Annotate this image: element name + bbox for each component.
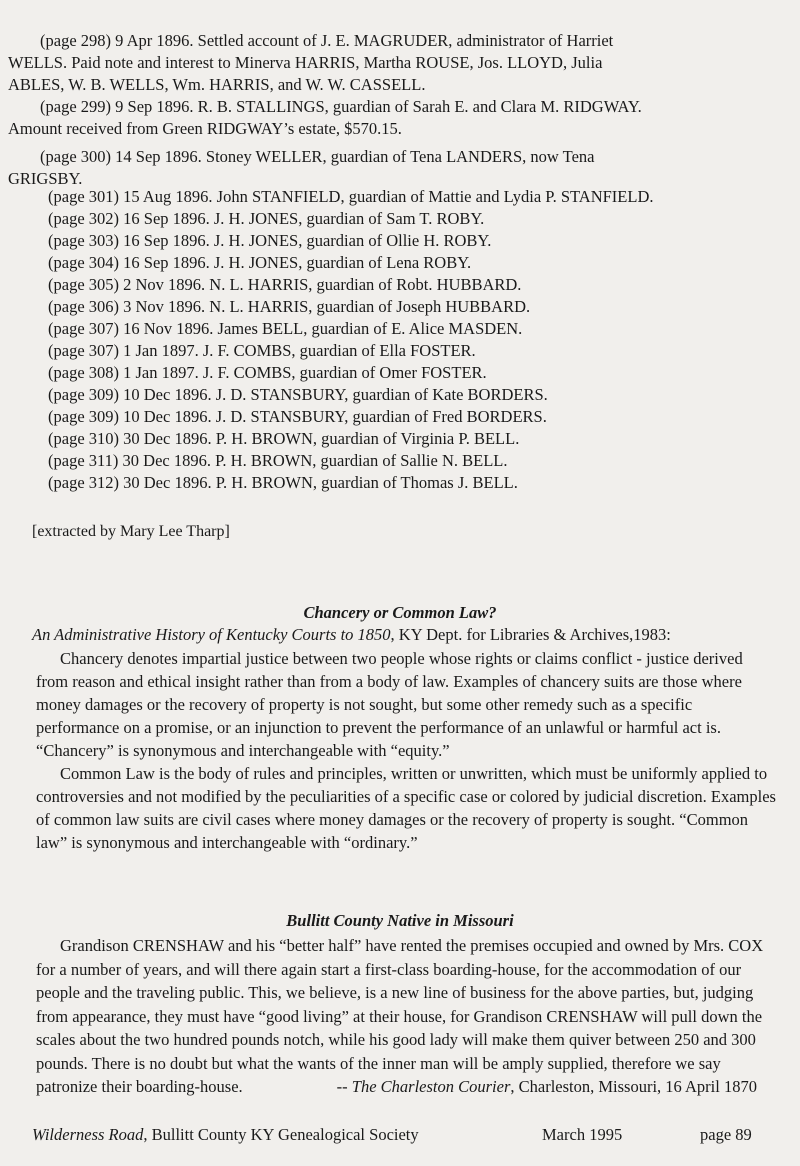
list-item: (page 311) 30 Dec 1896. P. H. BROWN, guardian of Sallie N. BELL. <box>48 451 508 470</box>
entry-page-299 <box>8 96 780 140</box>
guardian-list <box>48 186 768 494</box>
text-line: Amount received from Green RIDGWAY’s estate, $570.15. <box>8 119 402 138</box>
text-line: GRIGSBY. <box>8 169 83 188</box>
missouri-body <box>36 934 776 1099</box>
text-line: (page 298) 9 Apr 1896. Settled account of J. E. MAGRUDER, administrator of Harriet <box>40 31 614 50</box>
list-item: (page 310) 30 Dec 1896. P. H. BROWN, guardian of Virginia P. BELL. <box>48 429 520 448</box>
publisher-name: , Bullitt County KY Genealogical Society <box>143 1125 419 1144</box>
attribution <box>313 1075 757 1099</box>
publication-name: Wilderness Road <box>32 1125 144 1144</box>
list-item: (page 301) 15 Aug 1896. John STANFIELD, guardian of Mattie and Lydia P. STANFIELD. <box>48 187 654 206</box>
list-item: (page 304) 16 Sep 1896. J. H. JONES, guardian of Lena ROBY. <box>48 253 472 272</box>
chancery-title: Chancery or Common Law? <box>303 603 497 622</box>
common-law-paragraph: Common Law is the body of rules and principles, written or unwritten, which must be uniformly applied to controversies and not modified by the peculiarities of a specific case or colored by judicial discretion. Examples of common law suits are civil cases where money damages or the recovery of property is sought. “Common law” is synonymous and interchangeable with “ordinary.” <box>36 764 776 852</box>
chancery-paragraph: Chancery denotes impartial justice between two people whose rights or claims conflict - justice derived from reason and ethical insight rather than from a body of law. Examples of chancery suits are those where money damages or the recovery of property is not sought, but some other remedy such as a specific performance on a promise, or an injunction to prevent the performance of an unlawful or harmful act is. “Chancery” is synonymous and interchangeable with “equity.” <box>36 649 743 760</box>
attribution-paper: The Charleston Courier <box>351 1077 511 1096</box>
list-item: (page 307) 16 Nov 1896. James BELL, guardian of E. Alice MASDEN. <box>48 319 523 338</box>
chancery-body <box>36 647 776 854</box>
list-item: (page 309) 10 Dec 1896. J. D. STANSBURY, guardian of Kate BORDERS. <box>48 385 548 404</box>
list-item: (page 303) 16 Sep 1896. J. H. JONES, guardian of Ollie H. ROBY. <box>48 231 492 250</box>
list-item: (page 305) 2 Nov 1896. N. L. HARRIS, guardian of Robt. HUBBARD. <box>48 275 522 294</box>
paragraph-text: Grandison CRENSHAW and his “better half” have rented the premises occupied and owned by Mrs. COX for a number of years, and will there again start a first-class boarding-house, for the accommodation of our people and the traveling public. This, we believe, is a new line of business for the above parties, but, judging from appearance, they must have “good living” at their house, for Grandison CRENSHAW will pull down the scales about the two hundred pounds notch, while his good lady will make them quiver between 250 and 300 pounds. There is no doubt but what the wants of the inner man will be amply supplied, therefore we say patronize their boarding-house. <box>36 936 764 1096</box>
page-footer <box>32 1125 772 1145</box>
extracted-by-note: [extracted by Mary Lee Tharp] <box>32 523 230 540</box>
source-title: An Administrative History of Kentucky Courts to 1850 <box>32 625 391 644</box>
issue-date: March 1995 <box>542 1125 623 1144</box>
text-line: (page 299) 9 Sep 1896. R. B. STALLINGS, guardian of Sarah E. and Clara M. RIDGWAY. <box>40 97 642 116</box>
text-line: (page 300) 14 Sep 1896. Stoney WELLER, guardian of Tena LANDERS, now Tena <box>40 147 595 166</box>
page-number: page 89 <box>700 1125 752 1144</box>
text-line: ABLES, W. B. WELLS, Wm. HARRIS, and W. W. CASSELL. <box>8 75 426 94</box>
source-details: , KY Dept. for Libraries & Archives,1983: <box>390 625 671 644</box>
list-item: (page 312) 30 Dec 1896. P. H. BROWN, guardian of Thomas J. BELL. <box>48 473 518 492</box>
text-line: WELLS. Paid note and interest to Minerva HARRIS, Martha ROUSE, Jos. LLOYD, Julia <box>8 53 603 72</box>
list-item: (page 302) 16 Sep 1896. J. H. JONES, guardian of Sam T. ROBY. <box>48 209 485 228</box>
missouri-paragraph <box>36 934 776 1099</box>
list-item: (page 308) 1 Jan 1897. J. F. COMBS, guardian of Omer FOSTER. <box>48 363 487 382</box>
list-item: (page 309) 10 Dec 1896. J. D. STANSBURY, guardian of Fred BORDERS. <box>48 407 547 426</box>
missouri-title: Bullitt County Native in Missouri <box>286 911 514 930</box>
chancery-source <box>32 624 792 646</box>
attribution-details: , Charleston, Missouri, 16 April 1870 <box>510 1077 757 1096</box>
list-item: (page 307) 1 Jan 1897. J. F. COMBS, guardian of Ella FOSTER. <box>48 341 476 360</box>
attribution-dash: -- <box>336 1077 352 1096</box>
list-item: (page 306) 3 Nov 1896. N. L. HARRIS, guardian of Joseph HUBBARD. <box>48 297 531 316</box>
entry-page-300 <box>8 146 780 190</box>
entry-page-298 <box>8 30 780 96</box>
